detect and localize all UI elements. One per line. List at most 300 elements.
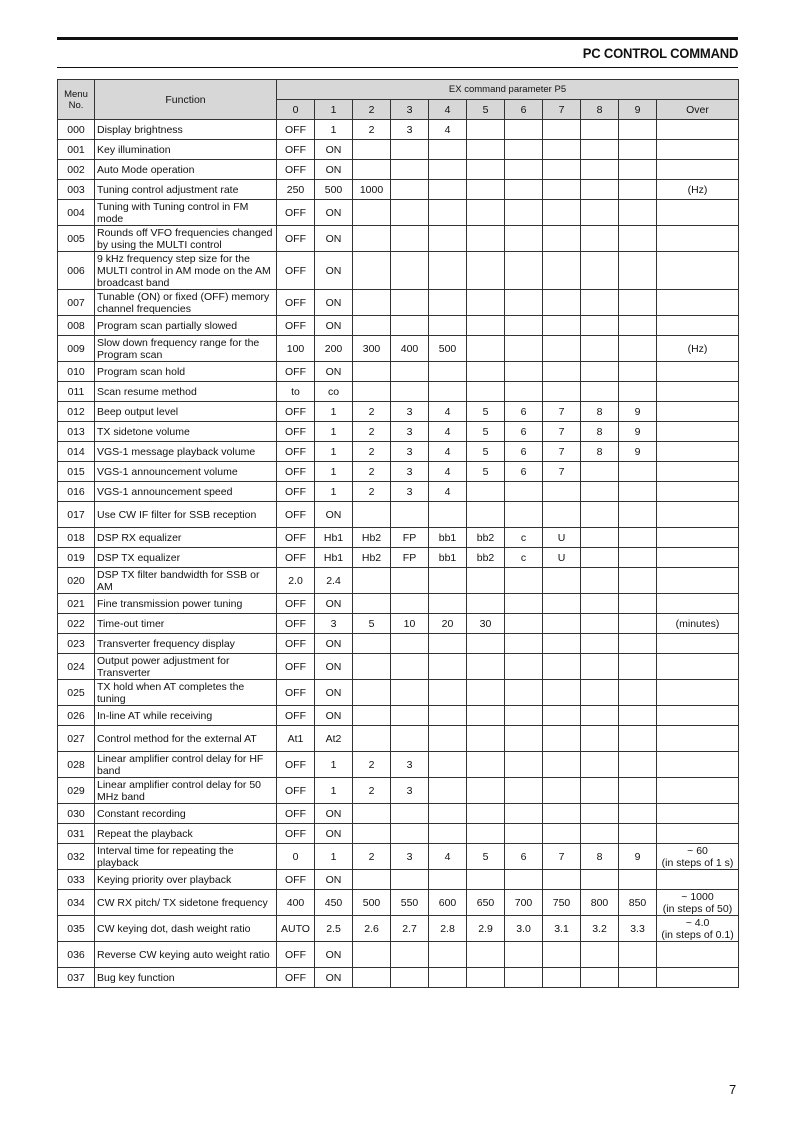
param-value-cell: 1: [315, 752, 353, 778]
table-body: [58, 120, 739, 988]
param-value-cell: [505, 706, 543, 726]
menu-no-cell: 033: [58, 870, 95, 890]
param-value-cell: [505, 804, 543, 824]
param-value-cell: OFF: [277, 140, 315, 160]
param-value-cell: OFF: [277, 706, 315, 726]
param-value-cell: ON: [315, 226, 353, 252]
param-value-cell: [505, 180, 543, 200]
param-value-cell: [391, 226, 429, 252]
over-cell: [657, 634, 739, 654]
menu-no-cell: 002: [58, 160, 95, 180]
param-value-cell: [619, 804, 657, 824]
param-value-cell: 8: [581, 844, 619, 870]
param-value-cell: [543, 140, 581, 160]
param-value-cell: [391, 942, 429, 968]
param-col-header: 9: [619, 100, 657, 120]
function-cell: Scan resume method: [95, 382, 277, 402]
param-col-header: 4: [429, 100, 467, 120]
table-row: [58, 890, 739, 916]
param-col-header: 3: [391, 100, 429, 120]
over-cell: [657, 654, 739, 680]
function-cell: Slow down frequency range for the Program scan: [95, 336, 277, 362]
param-value-cell: 2.5: [315, 916, 353, 942]
param-value-cell: At1: [277, 726, 315, 752]
menu-no-cell: 025: [58, 680, 95, 706]
over-cell: [657, 442, 739, 462]
param-value-cell: 4: [429, 482, 467, 502]
table-row: [58, 160, 739, 180]
param-value-cell: [429, 968, 467, 988]
command-table: [57, 79, 739, 988]
param-value-cell: 6: [505, 402, 543, 422]
function-header: Function: [95, 80, 277, 120]
menu-no-cell: 001: [58, 140, 95, 160]
menu-no-cell: 028: [58, 752, 95, 778]
menu-no-header: Menu No.: [58, 80, 95, 120]
param-value-cell: 20: [429, 614, 467, 634]
param-value-cell: OFF: [277, 120, 315, 140]
param-value-cell: ON: [315, 316, 353, 336]
param-value-cell: [505, 160, 543, 180]
param-value-cell: [505, 502, 543, 528]
table-row: [58, 870, 739, 890]
table-row: [58, 482, 739, 502]
param-value-cell: [391, 804, 429, 824]
param-value-cell: [543, 568, 581, 594]
param-value-cell: [619, 462, 657, 482]
param-value-cell: 550: [391, 890, 429, 916]
param-value-cell: [467, 568, 505, 594]
param-value-cell: [467, 180, 505, 200]
param-value-cell: [353, 942, 391, 968]
param-value-cell: 5: [467, 462, 505, 482]
table-row: [58, 804, 739, 824]
param-value-cell: 500: [429, 336, 467, 362]
param-value-cell: 250: [277, 180, 315, 200]
param-value-cell: [391, 502, 429, 528]
param-value-cell: [467, 160, 505, 180]
over-cell: [657, 502, 739, 528]
param-value-cell: [429, 942, 467, 968]
table-row: [58, 568, 739, 594]
function-cell: Program scan partially slowed: [95, 316, 277, 336]
table-row: [58, 916, 739, 942]
param-value-cell: [391, 362, 429, 382]
header-rule-thin: [57, 67, 738, 68]
menu-no-cell: 024: [58, 654, 95, 680]
param-value-cell: OFF: [277, 594, 315, 614]
param-value-cell: AUTO: [277, 916, 315, 942]
param-value-cell: [429, 290, 467, 316]
param-value-cell: [353, 726, 391, 752]
param-value-cell: 3: [391, 778, 429, 804]
menu-no-cell: 011: [58, 382, 95, 402]
param-value-cell: [467, 824, 505, 844]
param-value-cell: [505, 290, 543, 316]
param-value-cell: [543, 226, 581, 252]
param-value-cell: ON: [315, 804, 353, 824]
table-row: [58, 502, 739, 528]
param-value-cell: [619, 548, 657, 568]
param-value-cell: [619, 252, 657, 290]
param-value-cell: [467, 502, 505, 528]
function-cell: In-line AT while receiving: [95, 706, 277, 726]
param-value-cell: [467, 654, 505, 680]
param-value-cell: 500: [353, 890, 391, 916]
param-value-cell: [581, 502, 619, 528]
param-value-cell: [505, 752, 543, 778]
param-value-cell: [619, 140, 657, 160]
param-value-cell: ON: [315, 140, 353, 160]
function-cell: Tunable (ON) or fixed (OFF) memory channel frequencies: [95, 290, 277, 316]
param-value-cell: OFF: [277, 680, 315, 706]
over-cell: [657, 680, 739, 706]
param-group-header: EX command parameter P5: [277, 80, 739, 100]
menu-no-cell: 005: [58, 226, 95, 252]
function-cell: Reverse CW keying auto weight ratio: [95, 942, 277, 968]
param-value-cell: [391, 290, 429, 316]
over-cell: [657, 726, 739, 752]
param-value-cell: [391, 180, 429, 200]
param-value-cell: [581, 680, 619, 706]
param-value-cell: 3: [391, 844, 429, 870]
param-value-cell: [543, 120, 581, 140]
param-value-cell: ON: [315, 362, 353, 382]
param-value-cell: [581, 482, 619, 502]
param-value-cell: [543, 362, 581, 382]
param-value-cell: [391, 382, 429, 402]
menu-no-cell: 004: [58, 200, 95, 226]
param-value-cell: [391, 706, 429, 726]
menu-no-cell: 027: [58, 726, 95, 752]
param-value-cell: [619, 336, 657, 362]
over-cell: [657, 290, 739, 316]
param-value-cell: [391, 824, 429, 844]
table-row: [58, 362, 739, 382]
param-value-cell: Hb2: [353, 528, 391, 548]
param-value-cell: [581, 336, 619, 362]
param-value-cell: [353, 362, 391, 382]
param-value-cell: [429, 654, 467, 680]
menu-no-cell: 020: [58, 568, 95, 594]
param-value-cell: 1: [315, 422, 353, 442]
param-value-cell: [505, 634, 543, 654]
menu-no-cell: 006: [58, 252, 95, 290]
param-value-cell: 5: [467, 422, 505, 442]
param-value-cell: 6: [505, 422, 543, 442]
param-value-cell: [505, 568, 543, 594]
param-value-cell: 3: [391, 120, 429, 140]
param-value-cell: co: [315, 382, 353, 402]
param-value-cell: 8: [581, 422, 619, 442]
param-value-cell: [505, 362, 543, 382]
param-value-cell: 450: [315, 890, 353, 916]
menu-no-cell: 012: [58, 402, 95, 422]
param-value-cell: [581, 160, 619, 180]
table-row: [58, 594, 739, 614]
function-cell: Rounds off VFO frequencies changed by using the MULTI control: [95, 226, 277, 252]
param-value-cell: [543, 654, 581, 680]
param-value-cell: [391, 870, 429, 890]
param-value-cell: [543, 614, 581, 634]
param-value-cell: [619, 160, 657, 180]
param-value-cell: [467, 200, 505, 226]
param-value-cell: [581, 290, 619, 316]
param-value-cell: [581, 726, 619, 752]
param-value-cell: 5: [353, 614, 391, 634]
param-value-cell: 3: [391, 482, 429, 502]
param-value-cell: At2: [315, 726, 353, 752]
function-cell: Key illumination: [95, 140, 277, 160]
function-cell: Use CW IF filter for SSB reception: [95, 502, 277, 528]
param-value-cell: [543, 804, 581, 824]
param-value-cell: 800: [581, 890, 619, 916]
table-row: [58, 462, 739, 482]
over-cell: [657, 226, 739, 252]
param-value-cell: [467, 968, 505, 988]
param-value-cell: c: [505, 548, 543, 568]
param-value-cell: [505, 140, 543, 160]
table-row: [58, 942, 739, 968]
table-row: [58, 422, 739, 442]
table-row: [58, 614, 739, 634]
param-value-cell: 100: [277, 336, 315, 362]
param-value-cell: 2: [353, 752, 391, 778]
param-value-cell: [581, 706, 619, 726]
param-value-cell: ON: [315, 870, 353, 890]
param-col-header: 6: [505, 100, 543, 120]
param-value-cell: ON: [315, 680, 353, 706]
param-value-cell: [543, 336, 581, 362]
function-cell: 9 kHz frequency step size for the MULTI control in AM mode on the AM broadcast band: [95, 252, 277, 290]
param-value-cell: ON: [315, 654, 353, 680]
menu-no-cell: 017: [58, 502, 95, 528]
param-value-cell: [543, 778, 581, 804]
function-cell: TX sidetone volume: [95, 422, 277, 442]
param-value-cell: 850: [619, 890, 657, 916]
param-value-cell: 3.2: [581, 916, 619, 942]
param-value-cell: [467, 942, 505, 968]
param-value-cell: [543, 382, 581, 402]
param-value-cell: [619, 568, 657, 594]
table-row: [58, 706, 739, 726]
over-cell: [657, 252, 739, 290]
over-cell: [657, 382, 739, 402]
param-value-cell: FP: [391, 548, 429, 568]
param-value-cell: [429, 140, 467, 160]
menu-no-cell: 032: [58, 844, 95, 870]
param-value-cell: [429, 180, 467, 200]
param-value-cell: [581, 226, 619, 252]
param-value-cell: [581, 752, 619, 778]
param-value-cell: [391, 726, 429, 752]
param-value-cell: [543, 824, 581, 844]
param-value-cell: [429, 680, 467, 706]
param-col-header: 8: [581, 100, 619, 120]
param-value-cell: 2.8: [429, 916, 467, 942]
param-value-cell: [353, 160, 391, 180]
param-value-cell: [619, 634, 657, 654]
param-value-cell: [467, 706, 505, 726]
param-value-cell: [391, 316, 429, 336]
param-value-cell: [429, 502, 467, 528]
param-value-cell: 2: [353, 120, 391, 140]
param-value-cell: [467, 316, 505, 336]
param-value-cell: 1: [315, 462, 353, 482]
menu-no-cell: 022: [58, 614, 95, 634]
param-value-cell: [543, 752, 581, 778]
param-value-cell: [619, 870, 657, 890]
param-value-cell: [353, 252, 391, 290]
param-value-cell: [543, 252, 581, 290]
param-value-cell: OFF: [277, 548, 315, 568]
param-value-cell: 3.1: [543, 916, 581, 942]
param-value-cell: [619, 290, 657, 316]
param-col-header: 7: [543, 100, 581, 120]
param-value-cell: OFF: [277, 778, 315, 804]
param-value-cell: [429, 382, 467, 402]
param-value-cell: [467, 680, 505, 706]
param-value-cell: 3: [391, 422, 429, 442]
function-cell: DSP TX filter bandwidth for SSB or AM: [95, 568, 277, 594]
param-value-cell: [467, 290, 505, 316]
param-value-cell: [467, 140, 505, 160]
param-value-cell: ON: [315, 634, 353, 654]
param-value-cell: 10: [391, 614, 429, 634]
param-value-cell: 5: [467, 844, 505, 870]
param-value-cell: 700: [505, 890, 543, 916]
param-value-cell: [353, 680, 391, 706]
param-value-cell: [391, 140, 429, 160]
param-value-cell: [619, 502, 657, 528]
table-row: [58, 726, 739, 752]
table-row: [58, 252, 739, 290]
param-value-cell: [581, 548, 619, 568]
menu-no-cell: 036: [58, 942, 95, 968]
param-value-cell: [353, 654, 391, 680]
over-cell: [657, 120, 739, 140]
over-cell: [657, 316, 739, 336]
param-value-cell: [429, 568, 467, 594]
header-rule-thick: [57, 37, 738, 40]
param-value-cell: 30: [467, 614, 505, 634]
param-value-cell: OFF: [277, 804, 315, 824]
param-value-cell: [619, 778, 657, 804]
param-value-cell: ON: [315, 502, 353, 528]
param-value-cell: OFF: [277, 614, 315, 634]
param-value-cell: [543, 706, 581, 726]
param-value-cell: 6: [505, 462, 543, 482]
param-value-cell: OFF: [277, 654, 315, 680]
param-value-cell: 2: [353, 482, 391, 502]
param-value-cell: 1: [315, 120, 353, 140]
param-value-cell: [467, 726, 505, 752]
menu-no-cell: 037: [58, 968, 95, 988]
function-cell: CW keying dot, dash weight ratio: [95, 916, 277, 942]
menu-no-cell: 010: [58, 362, 95, 382]
param-value-cell: [619, 614, 657, 634]
param-value-cell: [581, 824, 619, 844]
param-value-cell: [429, 726, 467, 752]
param-value-cell: [429, 778, 467, 804]
param-value-cell: bb1: [429, 528, 467, 548]
table-row: [58, 120, 739, 140]
param-value-cell: [619, 528, 657, 548]
over-cell: [657, 140, 739, 160]
param-value-cell: ON: [315, 252, 353, 290]
param-value-cell: [429, 200, 467, 226]
menu-no-cell: 018: [58, 528, 95, 548]
param-value-cell: [581, 614, 619, 634]
table-row: [58, 336, 739, 362]
table-row: [58, 200, 739, 226]
param-value-cell: [505, 726, 543, 752]
menu-no-cell: 000: [58, 120, 95, 140]
param-value-cell: [581, 942, 619, 968]
table-row: [58, 226, 739, 252]
over-cell: [657, 942, 739, 968]
param-value-cell: 300: [353, 336, 391, 362]
param-value-cell: 3: [315, 614, 353, 634]
menu-no-cell: 007: [58, 290, 95, 316]
function-cell: Control method for the external AT: [95, 726, 277, 752]
table-row: [58, 402, 739, 422]
param-value-cell: [581, 180, 619, 200]
param-value-cell: [543, 594, 581, 614]
param-value-cell: [581, 252, 619, 290]
param-value-cell: [581, 804, 619, 824]
param-value-cell: [353, 594, 391, 614]
param-value-cell: 7: [543, 844, 581, 870]
param-value-cell: 2.6: [353, 916, 391, 942]
table-row: [58, 528, 739, 548]
param-value-cell: [391, 568, 429, 594]
param-value-cell: OFF: [277, 200, 315, 226]
param-value-cell: [353, 824, 391, 844]
param-value-cell: [391, 200, 429, 226]
param-value-cell: [505, 594, 543, 614]
param-value-cell: [543, 180, 581, 200]
param-value-cell: OFF: [277, 824, 315, 844]
function-cell: DSP RX equalizer: [95, 528, 277, 548]
param-value-cell: 3: [391, 752, 429, 778]
param-value-cell: [353, 382, 391, 402]
menu-no-cell: 015: [58, 462, 95, 482]
menu-no-cell: 026: [58, 706, 95, 726]
function-cell: Fine transmission power tuning: [95, 594, 277, 614]
param-value-cell: [505, 226, 543, 252]
param-value-cell: [619, 482, 657, 502]
param-value-cell: [391, 594, 429, 614]
param-value-cell: [429, 362, 467, 382]
param-value-cell: 1000: [353, 180, 391, 200]
param-value-cell: [505, 336, 543, 362]
function-cell: Output power adjustment for Transverter: [95, 654, 277, 680]
param-value-cell: 500: [315, 180, 353, 200]
param-col-header: Over: [657, 100, 739, 120]
over-cell: [657, 160, 739, 180]
param-value-cell: c: [505, 528, 543, 548]
param-value-cell: [505, 252, 543, 290]
over-cell: [657, 568, 739, 594]
param-value-cell: [467, 362, 505, 382]
param-value-cell: [505, 942, 543, 968]
param-value-cell: 3: [391, 442, 429, 462]
param-value-cell: [467, 752, 505, 778]
param-value-cell: [619, 180, 657, 200]
param-value-cell: [505, 382, 543, 402]
menu-no-cell: 016: [58, 482, 95, 502]
